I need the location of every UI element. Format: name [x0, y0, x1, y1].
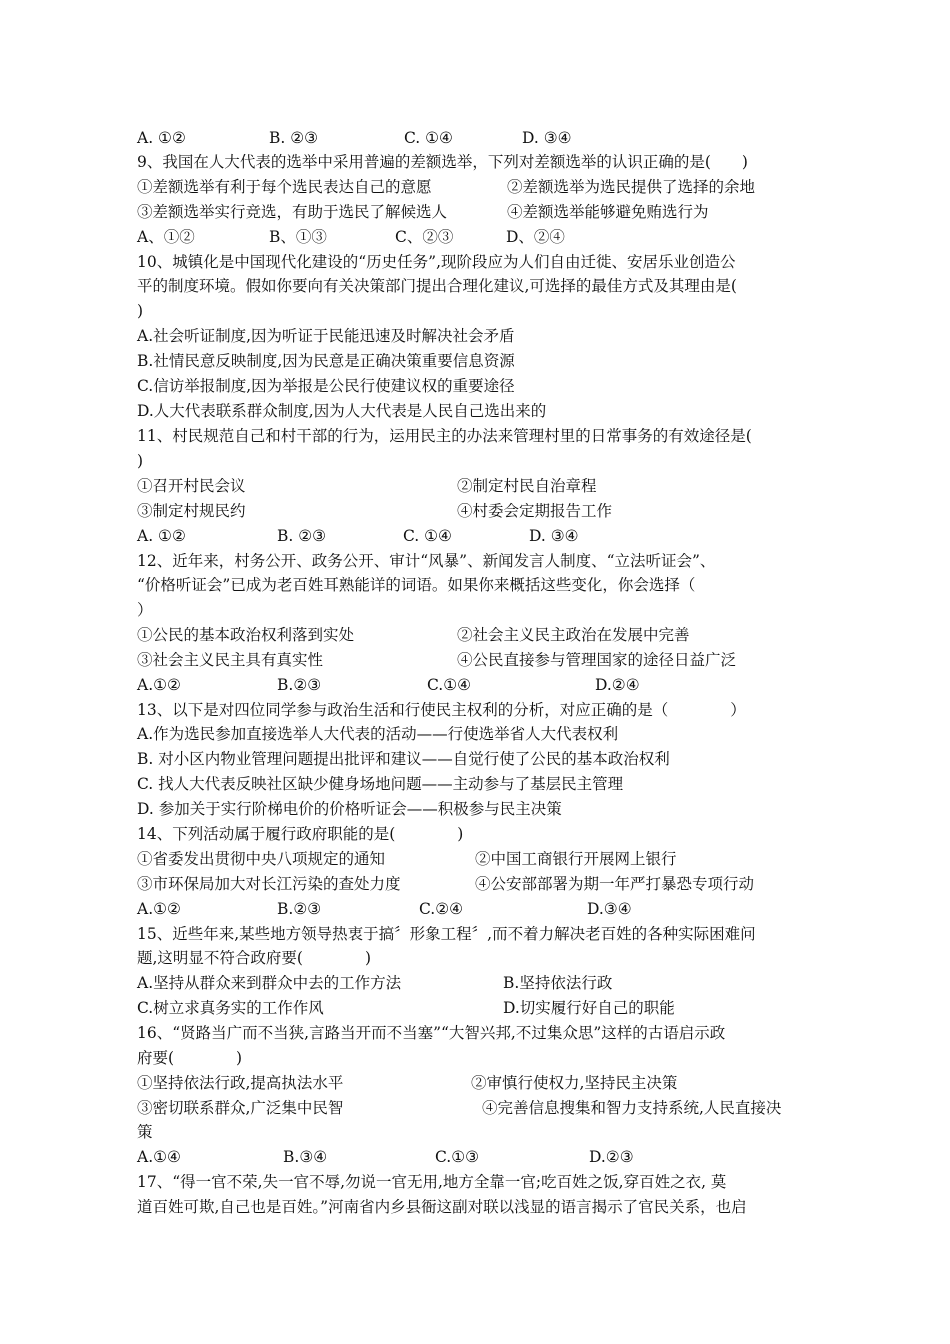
item-1: ①省委发出贯彻中央八项规定的通知 — [137, 850, 386, 868]
q14-stem: 14、下列活动属于履行政府职能的是( ) — [137, 825, 464, 843]
option-b: B、①③ — [269, 228, 327, 246]
item-4: ④完善信息搜集和智力支持系统,人民直接决 — [482, 1099, 782, 1117]
item-2: ②社会主义民主政治在发展中完善 — [457, 626, 690, 644]
option-b: B.②③ — [277, 676, 322, 694]
option-d: D.③④ — [587, 900, 632, 918]
option-d: D.②④ — [595, 676, 640, 694]
q10-option-b: B.社情民意反映制度,因为民意是正确决策重要信息资源 — [137, 352, 515, 370]
item-3: ③差额选举实行竞选，有助于选民了解候选人 — [137, 203, 448, 221]
q10-stem-line3: ) — [137, 302, 144, 320]
option-a: A.①④ — [137, 1148, 181, 1166]
option-d: D. ③④ — [529, 527, 579, 545]
option-c: C.①④ — [427, 676, 472, 694]
item-4: ④公安部部署为期一年严打暴恐专项行动 — [475, 875, 755, 893]
item-2: ②审慎行使权力,坚持民主决策 — [471, 1074, 678, 1092]
option-d: D、②④ — [506, 228, 565, 246]
option-c: C.树立求真务实的工作作风 — [137, 999, 324, 1017]
item-2: ②中国工商银行开展网上银行 — [475, 850, 677, 868]
option-d: D.②③ — [589, 1148, 634, 1166]
q17-stem-line1: 17、“得一官不荣,失一官不辱,勿说一官无用,地方全靠一官;吃百姓之饭,穿百姓之衣, 莫 — [137, 1173, 727, 1191]
q13-option-b: B. 对小区内物业管理问题提出批评和建议——自觉行使了公民的基本政治权利 — [137, 750, 670, 768]
option-b: B. ②③ — [269, 129, 319, 147]
item-3: ③制定村规民约 — [137, 502, 246, 520]
q11-stem-line2: ) — [137, 452, 144, 470]
q13-option-d: D. 参加关于实行阶梯电价的价格听证会——积极参与民主决策 — [137, 800, 562, 818]
q13-option-a: A.作为选民参加直接选举人大代表的活动——行使选举省人大代表权利 — [137, 725, 619, 743]
q12-stem-line1: 12、近年来，村务公开、政务公开、审计“风暴”、新闻发言人制度、“立法听证会”、 — [137, 552, 716, 570]
option-c: C. ①④ — [403, 527, 452, 545]
option-a: A. ①② — [137, 527, 186, 545]
q13-option-c: C. 找人大代表反映社区缺少健身场地问题——主动参与了基层民主管理 — [137, 775, 624, 793]
option-c: C.①③ — [435, 1148, 480, 1166]
option-c: C. ①④ — [404, 129, 453, 147]
q12-stem-line3: ） — [137, 601, 153, 619]
item-4: ④差额选举能够避免贿选行为 — [507, 203, 709, 221]
q12-stem-line2: “价格听证会”已成为老百姓耳熟能详的词语。如果你来概括这些变化，你会选择（ — [137, 576, 696, 594]
item-4: ④公民直接参与管理国家的途径日益广泛 — [457, 651, 737, 669]
option-b: B. ②③ — [277, 527, 327, 545]
q16-stem-line2: 府要( ) — [137, 1049, 243, 1067]
item-2: ②制定村民自治章程 — [457, 477, 597, 495]
q10-stem-line2: 平的制度环境。假如你要向有关决策部门提出合理化建议,可选择的最佳方式及其理由是( — [137, 277, 737, 295]
item-3: ③密切联系群众,广泛集中民智 — [137, 1099, 344, 1117]
q10-option-a: A.社会听证制度,因为听证于民能迅速及时解决社会矛盾 — [137, 327, 515, 345]
q13-stem: 13、以下是对四位同学参与政治生活和行使民主权利的分析，对应正确的是（ ） — [137, 701, 746, 719]
option-d: D.切实履行好自己的职能 — [503, 999, 675, 1017]
q11-stem-line1: 11、村民规范自己和村干部的行为，运用民主的办法来管理村里的日常事务的有效途径是( — [137, 427, 752, 445]
item-2: ②差额选举为选民提供了选择的余地 — [507, 178, 756, 196]
q16-item-wrap: 策 — [137, 1123, 153, 1141]
q16-stem-line1: 16、“贤路当广而不当狭,言路当开而不当塞”“大智兴邦,不过集众思”这样的古语启示政 — [137, 1024, 726, 1042]
item-1: ①坚持依法行政,提高执法水平 — [137, 1074, 344, 1092]
option-a: A.①② — [137, 900, 181, 918]
option-c: C、②③ — [395, 228, 454, 246]
option-a: A.①② — [137, 676, 181, 694]
q10-option-d: D.人大代表联系群众制度,因为人大代表是人民自己选出来的 — [137, 402, 547, 420]
option-a: A.坚持从群众来到群众中去的工作方法 — [137, 974, 402, 992]
option-d: D. ③④ — [522, 129, 572, 147]
item-1: ①差额选举有利于每个选民表达自己的意愿 — [137, 178, 432, 196]
option-b: B.坚持依法行政 — [503, 974, 613, 992]
item-3: ③市环保局加大对长江污染的查处力度 — [137, 875, 401, 893]
q15-stem-line2: 题,这明显不符合政府要( ) — [137, 949, 372, 967]
q17-stem-line2: 道百姓可欺,自己也是百姓。”河南省内乡县衙这副对联以浅显的语言揭示了官民关系，也启 — [137, 1198, 747, 1216]
option-c: C.②④ — [419, 900, 464, 918]
item-1: ①公民的基本政治权利落到实处 — [137, 626, 355, 644]
q10-stem-line1: 10、城镇化是中国现代化建设的“历史任务”,现阶段应为人们自由迁徙、安居乐业创造公 — [137, 253, 736, 271]
item-4: ④村委会定期报告工作 — [457, 502, 613, 520]
q10-option-c: C.信访举报制度,因为举报是公民行使建议权的重要途径 — [137, 377, 515, 395]
item-3: ③社会主义民主具有真实性 — [137, 651, 324, 669]
option-b: B.③④ — [283, 1148, 328, 1166]
item-1: ①召开村民会议 — [137, 477, 246, 495]
option-a: A、①② — [137, 228, 195, 246]
option-a: A. ①② — [137, 129, 186, 147]
q9-stem: 9、我国在人大代表的选举中采用普遍的差额选举，下列对差额选举的认识正确的是( ) — [137, 153, 748, 171]
q15-stem-line1: 15、近些年来,某些地方领导热衷于搞〞形象工程〞,而不着力解决老百姓的各种实际困难问 — [137, 925, 756, 943]
option-b: B.②③ — [277, 900, 322, 918]
